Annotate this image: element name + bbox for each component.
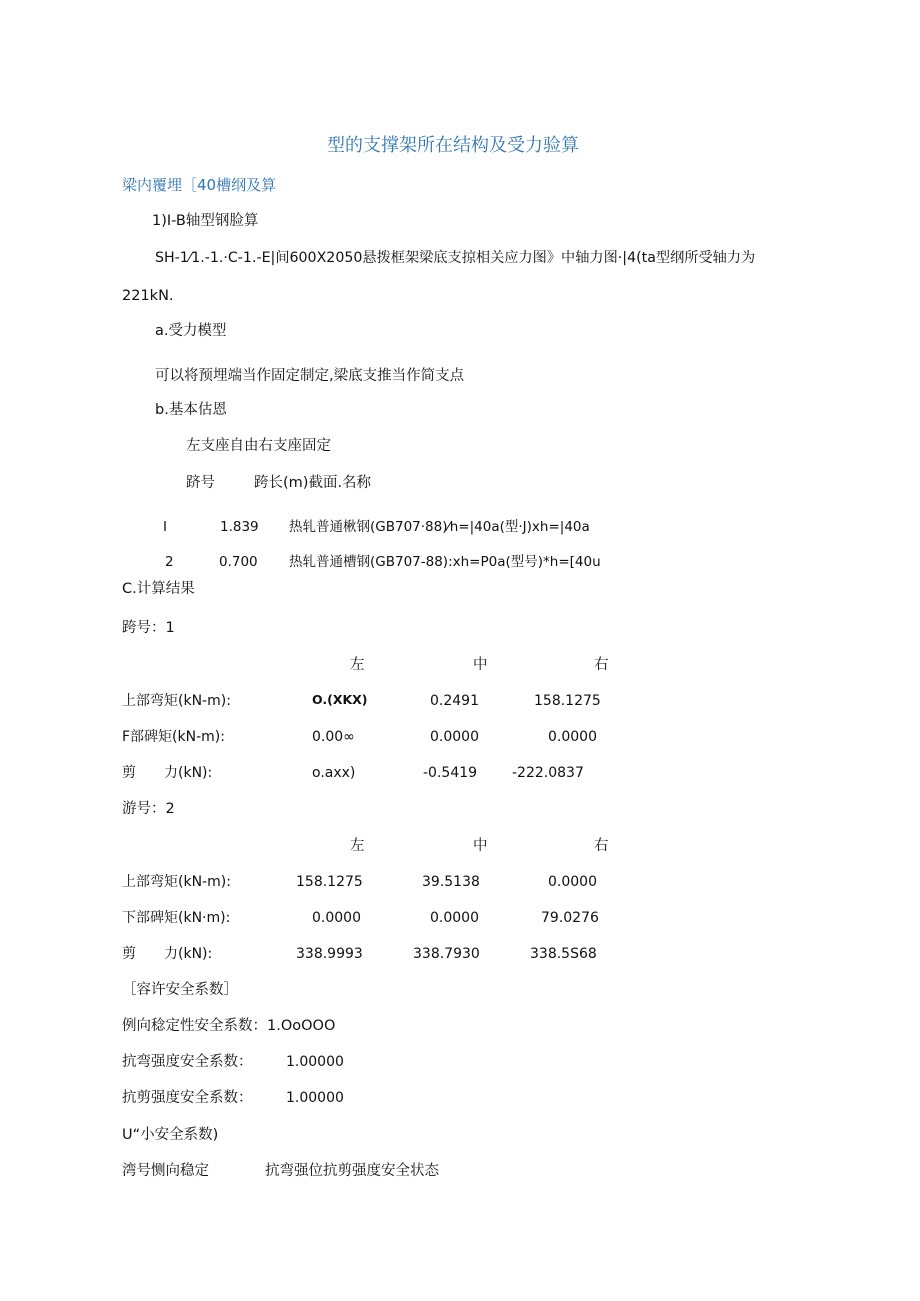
- doc-title: 型的支撑架所在结构及受力验算: [327, 135, 579, 156]
- result-right: -222.0837: [512, 765, 584, 781]
- last-row-col-a: 湾号恻向稳定: [122, 1163, 209, 1179]
- allow-name: 抗弯强度安全系数：: [122, 1054, 253, 1070]
- paragraph-line: SH-1⁄1.-1.·C-1.-E|间600X2050悬拨框架梁底支掠相关应力图》中轴力图·|4(ta型纲所受轴力为: [155, 250, 756, 266]
- result-right: 338.5S68: [530, 946, 597, 962]
- span-no: I: [163, 519, 167, 535]
- result-left: 0.00∞: [312, 729, 355, 745]
- result-mid: 39.5138: [422, 874, 480, 890]
- span-table-header-no: 跻号: [186, 475, 215, 491]
- col-right: 右: [594, 657, 609, 673]
- item-heading: C.计算结果: [122, 581, 195, 597]
- span-label: 游号：2: [122, 801, 175, 817]
- col-right: 右: [594, 838, 609, 854]
- result-left: o.axx): [312, 765, 356, 781]
- item-heading: b.基本估恩: [155, 402, 227, 418]
- result-name: F部碑矩(kN-m):: [122, 729, 225, 745]
- result-right: 0.0000: [548, 729, 597, 745]
- result-mid: -0.5419: [423, 765, 478, 781]
- result-left: O.(XKX): [312, 692, 368, 707]
- result-name: 上部弯矩(kN-m):: [122, 693, 231, 709]
- span-length: 1.839: [220, 519, 259, 535]
- col-left: 左: [350, 838, 365, 854]
- last-row-col-b: 抗弯强位抗剪强度安全状态: [265, 1163, 439, 1179]
- span-section: 热轧普通楸钢(GB707·88)⁄h=|40a(型·J)xh=|40a: [289, 519, 590, 535]
- result-mid: 338.7930: [413, 946, 480, 962]
- result-mid: 0.2491: [430, 693, 479, 709]
- span-label: 跨号：1: [122, 620, 175, 636]
- span-no: 2: [165, 554, 174, 570]
- allow-row: 例向稔定性安全系数：1.OoOOO: [122, 1018, 336, 1034]
- result-name: 剪 力(kN):: [122, 946, 213, 962]
- allow-title: ［容许安全系数］: [122, 982, 238, 998]
- paragraph-line: 221kN.: [122, 288, 174, 304]
- result-mid: 0.0000: [430, 729, 479, 745]
- allow-name: 抗剪强度安全系数：: [122, 1090, 253, 1106]
- result-left: 338.9993: [296, 946, 363, 962]
- result-right: 0.0000: [548, 874, 597, 890]
- span-length: 0.700: [219, 554, 258, 570]
- allow-value: 1.00000: [286, 1090, 344, 1106]
- result-left: 158.1275: [296, 874, 363, 890]
- result-left: 0.0000: [312, 910, 361, 926]
- result-name: 下部碑矩(kN·m):: [122, 910, 231, 926]
- col-mid: 中: [473, 657, 488, 673]
- section-heading: 梁内覆埋［40槽纲及算: [122, 176, 277, 194]
- allow-value: 1.00000: [286, 1054, 344, 1070]
- min-title: U“小安全系数): [122, 1127, 219, 1143]
- support-text: 左支座自由右支座固定: [186, 438, 331, 454]
- result-right: 79.0276: [541, 910, 599, 926]
- subsection-heading: 1)I-B轴型钢脸算: [152, 213, 259, 229]
- result-mid: 0.0000: [430, 910, 479, 926]
- span-section: 热轧普通槽钢(GB707-88):xh=P0a(型号)*h=[40u: [289, 554, 601, 570]
- item-heading: a.受力模型: [155, 323, 227, 339]
- result-right: 158.1275: [534, 693, 601, 709]
- span-table-header-len: 跨长(m)截面.名称: [254, 475, 372, 491]
- col-left: 左: [350, 657, 365, 673]
- result-name: 剪 力(kN):: [122, 765, 213, 781]
- paragraph-line: 可以将预埋端当作固定制定,梁底支推当作简支点: [155, 368, 465, 384]
- col-mid: 中: [473, 838, 488, 854]
- result-name: 上部弯矩(kN-m):: [122, 874, 231, 890]
